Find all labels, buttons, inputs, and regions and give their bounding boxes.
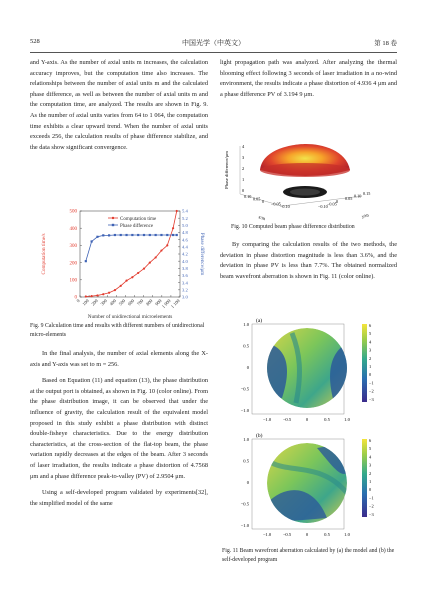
point-computation-time <box>108 292 110 294</box>
fig11-y-tick-label: 0.5 <box>243 458 249 464</box>
fig9-y-tick-label: 100 <box>69 278 77 284</box>
fig10-x-label: x/m <box>257 214 267 222</box>
fig9-x-tick-label: 300 <box>99 298 108 307</box>
fig9-y-tick-label: 500 <box>69 209 77 215</box>
fig9-y2-tick-label: 4.2 <box>182 251 188 257</box>
fig11-x-tick-label: 0 <box>305 532 309 537</box>
fig10-x-tick-label: 0.10 <box>244 194 252 199</box>
fig11-colorbar-tick-label: 3 <box>369 347 372 353</box>
fig11-colorbar-tick-label: 4 <box>369 454 372 460</box>
fig11-y-tick-label: −0.5 <box>240 386 249 392</box>
fig10-caption: Fig. 10 Computed beam phase difference distribution <box>231 224 355 230</box>
fig10-z-tick-label: 1 <box>242 177 245 182</box>
fig11-y-tick-label: −1.0 <box>240 523 249 528</box>
fig9-y2-tick-label: 3.2 <box>182 287 188 293</box>
page-header <box>30 38 397 50</box>
page-number: 528 <box>30 38 40 45</box>
fig10-z-tick-label: 0 <box>242 188 245 193</box>
right-paragraph-2: By comparing the calculation results of the two methods, the deviation in phase distortion magnitude is less than 3.6%, and the deviation in phase PV is less than 7.7%. The obtained normalized beam wavefront aberration is shown in Fig. 11 (color online). <box>220 241 397 280</box>
fig9-y-tick-label: 400 <box>69 226 77 232</box>
right-paragraph-1: light propagation path was analyzed. After analyzing the thermal blooming effect following 3 seconds of laser irradiation in a no-wind environment, the results indicate a phase distortion of 4.936 4 μm and a phase difference PV of 3.194 9 μm. <box>220 59 397 98</box>
fig11-y-tick-label: −1.0 <box>240 408 249 413</box>
fig10-x-tick-label: 0 <box>262 199 265 204</box>
point-computation-time <box>120 285 122 287</box>
fig10-y-tick-label: 0.10 <box>354 193 362 199</box>
fig10-y-tick-label: −0.10 <box>318 204 328 209</box>
fig11-x-tick-label: 0.5 <box>324 532 330 537</box>
fig10-y-tick-label: 0.15 <box>363 191 371 196</box>
left-paragraph-3: Based on Equation (11) and equation (13), the phase distribution at the output port is obtained, as shown in Fig. 10 (color online). From the phase distribution image, it can be observed that under the influence of gravity, the calculation result of the equivalent model proposed in this study exhibit a phase distribution with distinct double-fisheye characteristics. Due to the energy distribution characteristics, at the cross-section of the flat-top beam, the phase variation rapidly decreases at the edges of the beam. After 3 seconds of laser irradiation, the results indicate a phase distortion of 4.7568 μm and a phase difference peak-to-valley (PV) of 2.9504 μm. <box>30 377 208 480</box>
fig11-wavefront-panels <box>222 313 400 543</box>
fig9-y2-tick-label: 5.0 <box>182 223 188 229</box>
point-phase-difference <box>131 234 133 236</box>
fig9-y2-tick-label: 3.0 <box>182 294 188 300</box>
fig11-colorbar-tick-label: 5 <box>369 446 372 452</box>
point-phase-difference <box>108 234 110 236</box>
fig11-colorbar-tick-label: 6 <box>369 438 372 443</box>
point-computation-time <box>114 289 116 291</box>
fig9-caption: Fig. 9 Calculation time and results with different numbers of unidirectional micro-elements <box>30 323 205 338</box>
left-paragraph-4: Using a self-developed program validated by experiments[32], the simplified model of the same <box>30 489 208 507</box>
fig9-x-tick-label: 1 100 <box>169 298 181 310</box>
fig9-y2-tick-label: 3.6 <box>182 273 188 279</box>
fig9-y-axis-label: Computation time/s <box>41 233 47 275</box>
fig11-colorbar-tick-label: 1 <box>369 479 372 484</box>
fig11-colorbar-tick-label: 0 <box>369 487 372 493</box>
fig9-y2-tick-label: 5.2 <box>182 215 188 221</box>
left-column-top <box>30 58 208 153</box>
volume-label: 第 18 卷 <box>374 40 397 47</box>
fig10-x-tick-label: −0.10 <box>280 204 290 209</box>
point-computation-time <box>155 256 157 258</box>
point-computation-time <box>166 244 168 246</box>
fig9-y2-tick-label: 4.6 <box>182 237 188 243</box>
fig11-colorbar-tick-label: −3 <box>369 511 374 517</box>
fig11-x-tick-label: 0 <box>305 417 309 422</box>
fig9-x-tick-label: 100 <box>81 298 90 307</box>
fig11-panel-b-wavefront <box>267 443 347 523</box>
point-computation-time <box>102 293 104 295</box>
fig9-y2-tick-label: 5.4 <box>182 208 188 214</box>
point-computation-time <box>96 294 98 296</box>
fig10-base-projection-inner <box>290 189 320 196</box>
point-phase-difference <box>176 234 178 236</box>
point-phase-difference <box>149 234 151 236</box>
point-computation-time <box>143 268 145 270</box>
fig9-y-tick-label: 0 <box>74 295 77 301</box>
fig11-colorbar-tick-label: −1 <box>369 380 374 386</box>
fig10-y-label: y/m <box>361 212 370 219</box>
fig10-x-tick-label: 0.05 <box>253 196 261 202</box>
left-paragraph-2: In the final analysis, the number of axial elements along the X-axis and Y-axis was set to m = 256. <box>30 350 208 368</box>
point-phase-difference <box>155 234 157 236</box>
fig10-surface-rim <box>260 163 350 177</box>
fig11-x-tick-label: 0.5 <box>324 417 330 422</box>
fig11-panel-a-colorbar <box>362 324 367 402</box>
fig11-panel-a-label: (a) <box>256 318 263 324</box>
fig10-z-label: Phase difference/μm <box>224 151 229 189</box>
fig9-x-tick-label: 700 <box>135 298 145 307</box>
point-computation-time <box>85 295 87 297</box>
fig10-z-tick-label: 2 <box>242 166 245 171</box>
point-phase-difference <box>96 236 98 238</box>
fig11-x-tick-label: −0.5 <box>282 417 292 422</box>
fig10-y-tick-label: −0.05 <box>327 201 337 207</box>
fig9-x-tick-label: 900 <box>154 298 163 307</box>
legend-marker-computation-time <box>112 217 114 219</box>
fig11-panel-b-colorbar <box>362 439 367 517</box>
point-computation-time <box>131 276 133 278</box>
fig11-colorbar-tick-label: 0 <box>369 372 372 378</box>
fig11-colorbar-tick-label: −2 <box>369 388 374 394</box>
header-rule <box>30 52 397 53</box>
fig11-colorbar-tick-label: 3 <box>369 462 372 468</box>
point-computation-time <box>172 227 174 229</box>
fig11-x-tick-label: −1.0 <box>262 417 272 422</box>
point-phase-difference <box>160 234 162 236</box>
fig11-panel-a-wavefront <box>267 328 347 408</box>
fig9-y2-tick-label: 4.8 <box>182 230 188 236</box>
point-computation-time <box>176 210 178 212</box>
fig9-y2-tick-label: 4.4 <box>182 244 188 250</box>
fig10-z-tick-label: 3 <box>242 155 245 160</box>
fig9-x-tick-label: 500 <box>117 298 127 307</box>
fig11-colorbar-tick-label: −1 <box>369 495 374 501</box>
point-phase-difference <box>137 234 139 236</box>
fig9-x-tick-label: 0 <box>75 298 81 304</box>
legend-label-phase-difference: Phase difference <box>120 224 154 229</box>
fig9-x-tick-label: 800 <box>145 298 154 307</box>
fig9-y2-tick-label: 3.8 <box>182 266 188 272</box>
fig9-x-tick-label: 400 <box>108 298 118 307</box>
fig10-y-tick-label: 0 <box>336 198 339 204</box>
point-phase-difference <box>125 234 127 236</box>
fig9-x-tick-label: 600 <box>126 298 136 307</box>
point-phase-difference <box>85 260 87 262</box>
fig11-y-tick-label: 0 <box>246 480 249 485</box>
left-paragraph-1: and Y-axis. As the number of axial units m increases, the calculation accuracy improves, but the computation time also increases. The relationships between the number of axial units m and the calculated phase difference, as well as between the number of axial units m and the computation time, are analyzed. The results are shown in Fig. 9. As the number of axial units varies from 64 to 1 064, the computation time exhibits a clear upward trend. When the number of axial units exceeds 256, the calculation results of phase difference stabilize, and the data show significant convergence. <box>30 59 208 151</box>
fig10-y-tick-label: 0.05 <box>345 196 353 202</box>
point-phase-difference <box>102 234 104 236</box>
fig9-y-tick-label: 300 <box>69 244 77 250</box>
point-phase-difference <box>166 234 168 236</box>
fig11-colorbar-tick-label: 6 <box>369 323 372 328</box>
fig9-y2-tick-label: 4.0 <box>182 258 188 264</box>
fig11-y-tick-label: −0.5 <box>240 501 249 507</box>
fig10-z-tick-label: 4 <box>242 144 245 149</box>
fig9-x-tick-label: 200 <box>90 298 99 307</box>
fig9-y2-axis-label: Phase difference/μm <box>199 232 205 276</box>
journal-title: 中国光学（中英文） <box>182 39 245 47</box>
fig9-y-tick-label: 200 <box>69 261 77 267</box>
fig11-y-tick-label: 0 <box>246 365 249 370</box>
point-computation-time <box>125 280 127 282</box>
point-computation-time <box>137 272 139 274</box>
fig11-caption: Fig. 11 Beam wavefront aberration calculated by (a) the model and (b) the self-developed program <box>222 548 395 563</box>
point-computation-time <box>160 249 162 251</box>
fig11-y-tick-label: 1.0 <box>243 322 249 327</box>
fig11-colorbar-tick-label: −3 <box>369 396 374 402</box>
left-column-bottom <box>30 349 208 509</box>
point-computation-time <box>91 295 93 297</box>
fig11-x-tick-label: −0.5 <box>282 532 292 537</box>
fig11-y-tick-label: 1.0 <box>243 437 249 442</box>
fig11-colorbar-tick-label: 4 <box>369 339 372 345</box>
legend-marker-phase-difference <box>112 224 114 226</box>
point-phase-difference <box>172 234 174 236</box>
right-column-middle <box>220 240 397 282</box>
point-phase-difference <box>114 234 116 236</box>
fig11-panel-b-label: (b) <box>256 433 263 439</box>
point-phase-difference <box>143 234 145 236</box>
legend-label-computation-time: Computation time <box>120 217 157 222</box>
fig9-x-tick-label: 1 000 <box>160 298 172 310</box>
right-column-top <box>220 58 397 100</box>
fig9-chart <box>30 205 210 321</box>
fig11-x-tick-label: 1.0 <box>344 532 350 537</box>
fig11-colorbar-tick-label: 2 <box>369 470 372 476</box>
fig11-colorbar-tick-label: 1 <box>369 364 372 369</box>
point-phase-difference <box>91 240 93 242</box>
fig11-x-tick-label: −1.0 <box>262 532 272 537</box>
fig10-x-tick-label: −0.05 <box>271 201 281 207</box>
fig11-y-tick-label: 0.5 <box>243 343 249 349</box>
fig11-colorbar-tick-label: 5 <box>369 331 372 337</box>
point-phase-difference <box>120 234 122 236</box>
fig9-y2-tick-label: 3.4 <box>182 280 188 286</box>
fig9-x-axis-label: Number of unidirectional microelements <box>87 314 173 320</box>
fig10-surface-plot <box>222 134 400 222</box>
fig11-colorbar-tick-label: −2 <box>369 503 374 509</box>
point-computation-time <box>149 262 151 264</box>
fig11-colorbar-tick-label: 2 <box>369 355 372 361</box>
fig11-x-tick-label: 1.0 <box>344 417 350 422</box>
